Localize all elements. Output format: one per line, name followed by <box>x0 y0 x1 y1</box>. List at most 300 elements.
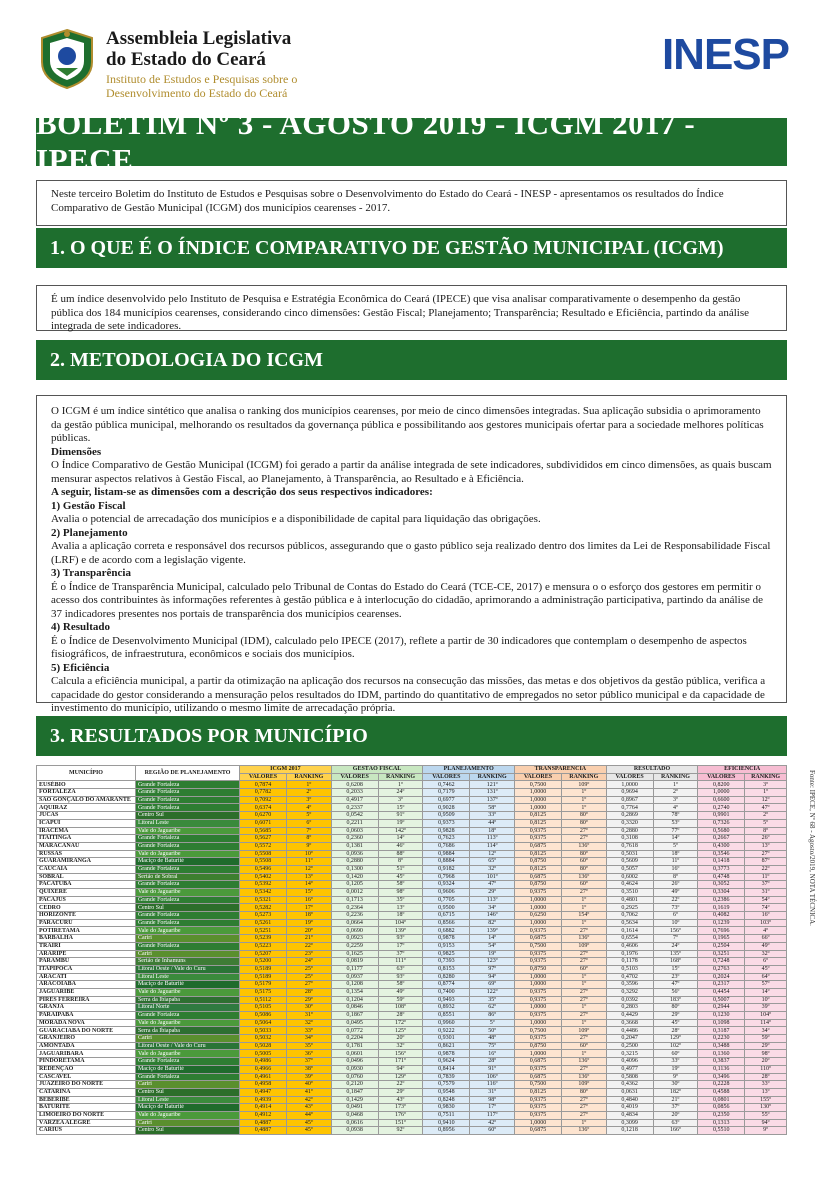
cell-regiao: Centro Sul <box>135 904 239 912</box>
cell-municipio: ARACOIABA <box>37 981 136 989</box>
cell-municipio: ICAPUÍ <box>37 819 136 827</box>
cell-ranking: 10º <box>286 850 331 858</box>
cell-valor: 0,4887 <box>240 1119 287 1127</box>
cell-valor: 0,8551 <box>423 1012 470 1020</box>
cell-valor: 0,9153 <box>423 942 470 950</box>
cell-ranking: 80º <box>561 850 606 858</box>
dim2-text: Avalia a aplicação correta e responsável dos recursos públicos, assegurando que o gasto público seja realizado dentro dos limites da Lei de Responsabilidade Fiscal (LRF) e de acordo com a legislação vigente. <box>51 540 771 566</box>
cell-valor: 0,5064 <box>240 1019 287 1027</box>
cell-valor: 0,5005 <box>240 1050 287 1058</box>
table-row <box>37 804 787 812</box>
cell-valor: 0,5392 <box>240 881 287 889</box>
cell-valor: 0,7511 <box>423 1111 470 1119</box>
cell-valor: 0,7579 <box>423 1081 470 1089</box>
cell-ranking: 103º <box>745 919 787 927</box>
cell-ranking: 58º <box>378 881 423 889</box>
cell-valor: 0,1976 <box>606 950 653 958</box>
cell-ranking: 80º <box>561 865 606 873</box>
cell-ranking: 20º <box>653 1111 698 1119</box>
cell-valor: 0,9960 <box>423 1019 470 1027</box>
cell-regiao: Grande Fortaleza <box>135 1058 239 1066</box>
cell-ranking: 27º <box>561 1096 606 1104</box>
table-row <box>37 1111 787 1119</box>
cell-ranking: 2º <box>653 789 698 797</box>
cell-ranking: 142º <box>378 827 423 835</box>
cell-ranking: 109º <box>561 1081 606 1089</box>
cell-ranking: 1º <box>561 796 606 804</box>
cell-valor: 0,7500 <box>515 1027 562 1035</box>
cell-ranking: 45º <box>745 965 787 973</box>
cell-ranking: 1º <box>561 973 606 981</box>
cell-valor: 0,9375 <box>515 958 562 966</box>
cell-valor: 0,2925 <box>606 904 653 912</box>
subheader-valores: VALORES <box>515 773 562 781</box>
cell-ranking: 17º <box>378 942 423 950</box>
cell-ranking: 20º <box>286 927 331 935</box>
subheader-ranking: RANKING <box>653 773 698 781</box>
cell-ranking: 32º <box>286 1019 331 1027</box>
cell-valor: 0,1205 <box>331 881 378 889</box>
cell-ranking: 80º <box>561 1088 606 1096</box>
cell-valor: 0,9500 <box>423 904 470 912</box>
cell-valor: 0,4748 <box>698 873 745 881</box>
cell-regiao: Vale do Jaguaribe <box>135 988 239 996</box>
method-list-heading: A seguir, listam-se as dimensões com a descrição dos seus respectivos indicadores: <box>51 486 433 498</box>
cell-municipio: PIRES FERREIRA <box>37 996 136 1004</box>
table-row <box>37 942 787 950</box>
cell-valor: 0,0760 <box>331 1073 378 1081</box>
cell-regiao: Grande Fortaleza <box>135 865 239 873</box>
cell-ranking: 22º <box>378 1081 423 1089</box>
cell-ranking: 136º <box>561 935 606 943</box>
cell-valor: 0,6977 <box>423 796 470 804</box>
cell-valor: 0,9830 <box>423 1104 470 1112</box>
cell-valor: 0,1204 <box>331 996 378 1004</box>
cell-ranking: 27º <box>286 981 331 989</box>
cell-ranking: 27º <box>561 988 606 996</box>
cell-valor: 0,2230 <box>698 1035 745 1043</box>
cell-ranking: 69º <box>470 981 515 989</box>
cell-ranking: 6º <box>745 958 787 966</box>
cell-valor: 0,0938 <box>331 1127 378 1135</box>
cell-regiao: Sertão de Inhamuns <box>135 958 239 966</box>
cell-ranking: 104º <box>745 1012 787 1020</box>
cell-ranking: 135º <box>653 950 698 958</box>
cell-valor: 0,1313 <box>698 1119 745 1127</box>
subheader-valores: VALORES <box>606 773 653 781</box>
results-body <box>37 781 787 1135</box>
cell-valor: 0,1360 <box>698 1050 745 1058</box>
cell-ranking: 31º <box>286 1012 331 1020</box>
cell-valor: 0,0819 <box>331 958 378 966</box>
cell-ranking: 155º <box>745 1096 787 1104</box>
cell-valor: 0,0491 <box>331 1104 378 1112</box>
cell-ranking: 39º <box>286 1073 331 1081</box>
cell-ranking: 27º <box>561 950 606 958</box>
cell-ranking: 4º <box>286 804 331 812</box>
cell-ranking: 102º <box>653 1042 698 1050</box>
cell-valor: 0,1420 <box>331 873 378 881</box>
cell-valor: 0,6554 <box>606 935 653 943</box>
cell-valor: 0,0690 <box>331 927 378 935</box>
cell-municipio: POTIRETAMA <box>37 927 136 935</box>
cell-ranking: 15º <box>653 965 698 973</box>
cell-valor: 0,5572 <box>240 842 287 850</box>
cell-ranking: 33º <box>286 1027 331 1035</box>
cell-ranking: 35º <box>378 896 423 904</box>
cell-valor: 0,5609 <box>606 858 653 866</box>
cell-valor: 0,4096 <box>606 1058 653 1066</box>
cell-ranking: 44º <box>470 819 515 827</box>
cell-valor: 0,8932 <box>423 1004 470 1012</box>
cell-valor: 0,2504 <box>698 942 745 950</box>
cell-ranking: 14º <box>378 835 423 843</box>
cell-ranking: 39º <box>745 1004 787 1012</box>
cell-ranking: 151º <box>378 1119 423 1127</box>
cell-valor: 0,8566 <box>423 919 470 927</box>
cell-regiao: Grande Fortaleza <box>135 842 239 850</box>
cell-valor: 0,9410 <box>423 1119 470 1127</box>
cell-valor: 0,2880 <box>606 827 653 835</box>
table-row <box>37 842 787 850</box>
method-intro: O ICGM é um índice sintético que analisa o ranking dos municípios cearenses, por meio de cinco dimensões integradas. Sua aplicação subsidia o aprimoramento da gestão pública municipal, melhorando os resultados da governança pública e possibilitando aos gestores municipais ofertar para a sociedade melhores políticas públicas. <box>51 405 764 444</box>
cell-valor: 0,9375 <box>515 1065 562 1073</box>
cell-ranking: 3º <box>653 796 698 804</box>
cell-regiao: Centro Sul <box>135 812 239 820</box>
table-row <box>37 1050 787 1058</box>
cell-ranking: 35º <box>470 996 515 1004</box>
cell-valor: 0,0616 <box>331 1119 378 1127</box>
cell-ranking: 183º <box>653 996 698 1004</box>
cell-ranking: 28º <box>745 1073 787 1081</box>
cell-regiao: Grande Fortaleza <box>135 796 239 804</box>
cell-ranking: 15º <box>286 889 331 897</box>
cell-regiao: Cariri <box>135 935 239 943</box>
cell-ranking: 11º <box>745 873 787 881</box>
cell-ranking: 50º <box>470 1027 515 1035</box>
cell-ranking: 21º <box>286 935 331 943</box>
cell-valor: 0,8750 <box>515 881 562 889</box>
table-row <box>37 1119 787 1127</box>
cell-ranking: 80º <box>561 812 606 820</box>
cell-valor: 0,9373 <box>423 819 470 827</box>
cell-valor: 0,0603 <box>331 827 378 835</box>
cell-valor: 0,2350 <box>698 1111 745 1119</box>
cell-valor: 0,4300 <box>698 842 745 850</box>
cell-valor: 0,0496 <box>331 1058 378 1066</box>
cell-valor: 0,8884 <box>423 858 470 866</box>
cell-ranking: 91º <box>378 812 423 820</box>
cell-ranking: 19º <box>286 919 331 927</box>
cell-ranking: 14º <box>653 835 698 843</box>
cell-valor: 0,9375 <box>515 1111 562 1119</box>
cell-ranking: 146º <box>470 912 515 920</box>
cell-valor: 0,9028 <box>423 804 470 812</box>
cell-valor: 0,2120 <box>331 1081 378 1089</box>
dim5-heading: 5) Eficiência <box>51 661 110 674</box>
cell-ranking: 17º <box>286 904 331 912</box>
cell-ranking: 14º <box>745 988 787 996</box>
cell-regiao: Grande Fortaleza <box>135 919 239 927</box>
cell-regiao: Cariri <box>135 950 239 958</box>
cell-ranking: 113º <box>470 835 515 843</box>
cell-ranking: 27º <box>561 889 606 897</box>
cell-regiao: Maciço de Baturité <box>135 981 239 989</box>
header-transparencia: TRANSPARÊNCIA <box>515 766 607 774</box>
cell-ranking: 20º <box>745 1058 787 1066</box>
cell-valor: 0,5251 <box>240 927 287 935</box>
cell-valor: 0,2803 <box>606 1004 653 1012</box>
cell-ranking: 3º <box>378 796 423 804</box>
cell-municipio: BEBERIBE <box>37 1096 136 1104</box>
cell-valor: 0,2500 <box>606 1042 653 1050</box>
table-row <box>37 988 787 996</box>
table-row <box>37 1073 787 1081</box>
cell-valor: 1,0000 <box>515 973 562 981</box>
table-row <box>37 919 787 927</box>
cell-valor: 0,3292 <box>606 988 653 996</box>
cell-ranking: 130º <box>745 1104 787 1112</box>
cell-ranking: 9º <box>653 1073 698 1081</box>
cell-regiao: Vale do Jaguaribe <box>135 1111 239 1119</box>
cell-valor: 0,3773 <box>698 865 745 873</box>
cell-ranking: 168º <box>653 958 698 966</box>
cell-valor: 0,4977 <box>606 1065 653 1073</box>
cell-valor: 0,0542 <box>331 812 378 820</box>
method-dimensions-text: O Índice Comparativo de Gestão Municipal (ICGM) foi gerado a partir da análise integrada de sete indicadores, subdivididos em cinco dimensões, as quais buscam mensurar aspectos relativos à Gestão Fiscal, ao Planejamento, à Transparência, ao Resultado e à Eficiência. <box>51 459 772 485</box>
cell-municipio: EUSÉBIO <box>37 781 136 789</box>
cell-valor: 0,2033 <box>331 789 378 797</box>
cell-municipio: PARACURU <box>37 919 136 927</box>
cell-valor: 0,1418 <box>698 858 745 866</box>
cell-valor: 0,7968 <box>423 873 470 881</box>
cell-valor: 0,3837 <box>698 1058 745 1066</box>
cell-valor: 0,9324 <box>423 881 470 889</box>
subheader-ranking: RANKING <box>745 773 787 781</box>
results-table <box>36 765 787 1135</box>
cell-valor: 0,7393 <box>423 958 470 966</box>
cell-ranking: 1º <box>561 789 606 797</box>
cell-valor: 0,5031 <box>606 850 653 858</box>
cell-valor: 0,5508 <box>240 850 287 858</box>
cell-valor: 0,2667 <box>698 835 745 843</box>
cell-ranking: 8º <box>378 858 423 866</box>
cell-ranking: 24º <box>286 958 331 966</box>
cell-ranking: 60º <box>561 1042 606 1050</box>
cell-valor: 0,7782 <box>240 789 287 797</box>
cell-municipio: PACAJUS <box>37 896 136 904</box>
cell-valor: 0,9375 <box>515 827 562 835</box>
cell-ranking: 49º <box>745 942 787 950</box>
cell-regiao: Grande Fortaleza <box>135 1073 239 1081</box>
cell-valor: 0,4834 <box>606 1111 653 1119</box>
cell-ranking: 14º <box>286 881 331 889</box>
cell-valor: 1,0000 <box>515 904 562 912</box>
cell-valor: 0,2204 <box>331 1035 378 1043</box>
cell-valor: 0,2763 <box>698 965 745 973</box>
cell-regiao: Sertão de Sobral <box>135 873 239 881</box>
cell-municipio: GRANJA <box>37 1004 136 1012</box>
table-row <box>37 873 787 881</box>
cell-valor: 0,6270 <box>240 812 287 820</box>
cell-ranking: 27º <box>561 827 606 835</box>
cell-valor: 0,5032 <box>240 1035 287 1043</box>
cell-ranking: 27º <box>561 927 606 935</box>
cell-ranking: 80º <box>561 819 606 827</box>
cell-valor: 0,1625 <box>331 950 378 958</box>
cell-valor: 0,3099 <box>606 1119 653 1127</box>
dim2-heading: 2) Planejamento <box>51 526 128 539</box>
cell-valor: 0,1965 <box>698 935 745 943</box>
cell-valor: 0,5634 <box>606 919 653 927</box>
cell-ranking: 101º <box>470 873 515 881</box>
org-name-line2: do Estado do Ceará <box>106 49 266 70</box>
cell-valor: 0,5033 <box>240 1027 287 1035</box>
cell-valor: 0,7326 <box>698 819 745 827</box>
cell-regiao: Cariri <box>135 1081 239 1089</box>
cell-valor: 0,6882 <box>423 927 470 935</box>
table-row <box>37 950 787 958</box>
cell-valor: 0,7500 <box>515 781 562 789</box>
cell-valor: 0,4486 <box>606 1027 653 1035</box>
cell-valor: 1,0000 <box>515 804 562 812</box>
cell-valor: 0,6875 <box>515 1058 562 1066</box>
cell-valor: 0,5680 <box>698 827 745 835</box>
cell-ranking: 173º <box>378 1104 423 1112</box>
cell-municipio: PINDORETAMA <box>37 1058 136 1066</box>
cell-ranking: 11º <box>286 858 331 866</box>
cell-ranking: 97º <box>470 965 515 973</box>
cell-ranking: 10º <box>745 996 787 1004</box>
cell-regiao: Grande Fortaleza <box>135 1012 239 1020</box>
cell-valor: 0,6002 <box>606 873 653 881</box>
cell-ranking: 16º <box>745 912 787 920</box>
table-header-row-1 <box>37 766 787 774</box>
cell-ranking: 1º <box>378 781 423 789</box>
cell-valor: 1,0000 <box>515 1019 562 1027</box>
cell-valor: 0,8125 <box>515 819 562 827</box>
cell-valor: 0,7500 <box>515 1081 562 1089</box>
cell-ranking: 136º <box>561 873 606 881</box>
cell-valor: 0,8125 <box>515 812 562 820</box>
cell-ranking: 131º <box>470 789 515 797</box>
cell-valor: 0,4917 <box>331 796 378 804</box>
cell-ranking: 80º <box>653 1004 698 1012</box>
cell-valor: 0,0930 <box>331 1065 378 1073</box>
table-row <box>37 981 787 989</box>
cell-ranking: 29º <box>745 1042 787 1050</box>
cell-valor: 0,7696 <box>698 927 745 935</box>
cell-valor: 1,0000 <box>515 919 562 927</box>
subheader-ranking: RANKING <box>561 773 606 781</box>
cell-ranking: 45º <box>653 1019 698 1027</box>
cell-ranking: 104º <box>378 919 423 927</box>
table-row <box>37 1027 787 1035</box>
cell-ranking: 38º <box>286 1065 331 1073</box>
cell-regiao: Litoral Leste <box>135 973 239 981</box>
cell-valor: 0,5103 <box>606 965 653 973</box>
cell-valor: 0,6374 <box>240 804 287 812</box>
cell-ranking: 78º <box>653 812 698 820</box>
cell-ranking: 13º <box>286 873 331 881</box>
cell-valor: 0,4606 <box>606 942 653 950</box>
cell-regiao: Maciço de Baturité <box>135 1065 239 1073</box>
cell-valor: 1,0000 <box>515 1050 562 1058</box>
cell-ranking: 40º <box>286 1081 331 1089</box>
cell-ranking: 12º <box>745 796 787 804</box>
cell-ranking: 30º <box>286 1004 331 1012</box>
cell-regiao: Litoral Oeste / Vale do Curu <box>135 1042 239 1050</box>
table-row <box>37 1012 787 1020</box>
section1-title: 1. O QUE É O ÍNDICE COMPARATIVO DE GESTÃO MUNICIPAL (ICGM) <box>36 228 787 268</box>
cell-valor: 0,4947 <box>240 1088 287 1096</box>
cell-municipio: PARAIPABA <box>37 1012 136 1020</box>
page-header <box>0 0 823 110</box>
cell-valor: 0,4019 <box>606 1104 653 1112</box>
cell-valor: 0,2880 <box>331 858 378 866</box>
cell-valor: 0,9375 <box>515 996 562 1004</box>
cell-valor: 0,6875 <box>515 842 562 850</box>
cell-regiao: Grande Fortaleza <box>135 912 239 920</box>
cell-valor: 0,1381 <box>331 842 378 850</box>
cell-valor: 0,2236 <box>331 912 378 920</box>
table-row <box>37 904 787 912</box>
cell-municipio: AMONTADA <box>37 1042 136 1050</box>
cell-ranking: 28º <box>653 1027 698 1035</box>
cell-valor: 0,8414 <box>423 1065 470 1073</box>
cell-ranking: 86º <box>470 1012 515 1020</box>
cell-valor: 0,4624 <box>606 881 653 889</box>
subheader-ranking: RANKING <box>470 773 515 781</box>
cell-regiao: Vale do Jaguaribe <box>135 889 239 897</box>
cell-valor: 0,8750 <box>515 1042 562 1050</box>
cell-valor: 0,2944 <box>698 1004 745 1012</box>
cell-valor: 0,1847 <box>331 1088 378 1096</box>
cell-municipio: BARBALHA <box>37 935 136 943</box>
cell-ranking: 139º <box>378 927 423 935</box>
cell-valor: 0,5223 <box>240 942 287 950</box>
org-block <box>106 28 297 100</box>
cell-ranking: 98º <box>378 889 423 897</box>
cell-valor: 0,1178 <box>606 958 653 966</box>
cell-ranking: 63º <box>653 1119 698 1127</box>
table-row <box>37 781 787 789</box>
cell-regiao: Cariri <box>135 1119 239 1127</box>
cell-valor: 0,4801 <box>606 896 653 904</box>
cell-valor: 1,0000 <box>515 981 562 989</box>
section1-box <box>36 285 787 331</box>
cell-valor: 0,1300 <box>331 865 378 873</box>
cell-valor: 0,9375 <box>515 835 562 843</box>
cell-valor: 0,3251 <box>698 950 745 958</box>
cell-ranking: 21º <box>653 1096 698 1104</box>
table-row <box>37 1096 787 1104</box>
cell-valor: 0,1218 <box>606 1127 653 1135</box>
cell-valor: 0,3488 <box>698 1042 745 1050</box>
cell-ranking: 9º <box>745 1127 787 1135</box>
cell-ranking: 121º <box>470 781 515 789</box>
cell-ranking: 113º <box>470 896 515 904</box>
cell-valor: 0,8774 <box>423 981 470 989</box>
cell-municipio: IRACEMA <box>37 827 136 835</box>
dim5-text: Calcula a eficiência municipal, a partir da otimização na aplicação dos recursos na consecução das missões, das metas e dos objetivos da gestão pública, verifica a capacidade do gestor considerando a mensuração pelos resultados do IDM, partindo do quantitativo de empregados no setor público municipal e da capacidade de investimento do município, utilizando o mesmo limite de arrecadação própria. <box>51 675 766 714</box>
cell-valor: 0,2317 <box>698 981 745 989</box>
cell-ranking: 54º <box>745 896 787 904</box>
cell-municipio: CEDRO <box>37 904 136 912</box>
cell-ranking: 34º <box>470 904 515 912</box>
cell-valor: 0,9375 <box>515 1096 562 1104</box>
section1-text: É um índice desenvolvido pelo Instituto de Pesquisa e Estratégia Econômica do Ceará (IPECE) que visa analisar comparativamente o desempenho da gestão pública dos 184 municípios cearenses, considerando cinco dimensões: Gestão Fiscal; Planejamento; Transparência; Resultado e Eficiência, partindo da análise integrada de sete indicadores. <box>51 293 750 332</box>
